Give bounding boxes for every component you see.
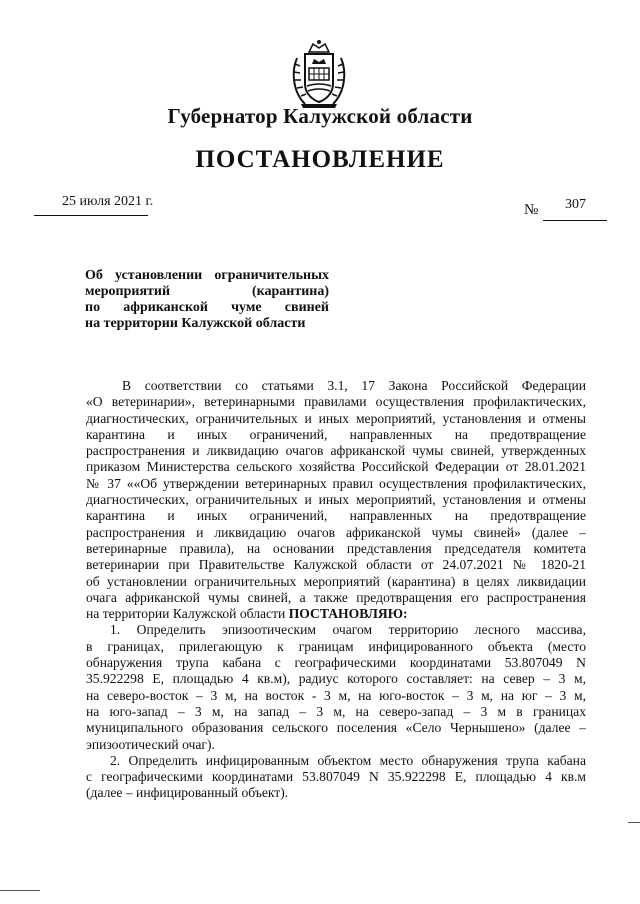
body-line: на юго-запад – 3 м, на запад – 3 м, на северо-запад – 3 м в границах [86,703,586,719]
body-line: об установлении ограничительных мероприятий (карантина) в целях ликвидации [86,573,586,589]
body-line: распространения и ликвидацию очагов африканской чумы свиней, утвержденных [86,443,586,459]
body-line: обнаружения трупа кабана с географическими координатами 53.807049 N [86,655,586,671]
body-line: 35.922298 E, площадью 4 кв.м), радиус которого составляет: на север – 3 м, [86,671,586,687]
body-line: (далее – инфицированный объект). [86,785,289,801]
body-line: эпизоотический очаг). [86,736,215,752]
issuing-authority: Губернатор Калужской области [167,104,473,128]
body-line: карантина и иных ограничений, направленных на предотвращение [86,426,586,442]
body-line: 1. Определить эпизоотическим очагом территорию лесного массива, [110,622,586,638]
body-line: № 37 ««Об утверждении ветеринарных правил осуществления профилактических, [86,475,586,491]
body-line: 2. Определить инфицированным объектом место обнаружения трупа кабана [110,752,586,768]
document-date: 25 июля 2021 г. [62,194,154,209]
number-label: № [524,202,539,218]
coat-of-arms-emblem [287,38,351,110]
body-line: на северо-восток – 3 м, на восток - 3 м, на юго-восток – 3 м, на юг – 3 м, [86,687,586,703]
body-line: с географическими координатами 53.807049 N 35.922298 E, площадью 4 кв.м [86,769,586,785]
document-body [86,378,586,802]
body-line: диагностических, ограничительных и иных мероприятий, установления и отмены [86,410,586,426]
body-line: очага африканской чумы свиней, а также предотвращения его распространения [86,589,586,605]
body-line: на территории Калужской области [86,606,286,622]
body-line: ветеринарные правила), на основании представления председателя комитета [86,540,586,556]
body-line: распространения и ликвидацию очагов африканской чумы свиней» (далее – [86,524,586,540]
decree-word: ПОСТАНОВЛЯЮ [288,606,404,622]
body-line: диагностических, ограничительных и иных мероприятий, установления и отмены [86,492,586,508]
decree-colon: : [403,606,408,622]
body-line: карантина и иных ограничений, направленных на предотвращение [86,508,586,524]
body-line: ветеринарии при Правительстве Калужской области от 24.07.2021 № 1820-21 [86,557,586,573]
date-underline [34,215,148,216]
body-line: муниципального образования сельского поселения «Село Чернышено» (далее – [86,720,586,736]
body-line: приказом Министерства сельского хозяйства Российской Федерации от 28.01.2021 [86,459,586,475]
subject-line: мероприятий (карантина) [85,284,329,299]
body-line-decree [86,606,586,622]
document-number: 307 [565,197,586,212]
body-line: В соответствии со статьями 3.1, 17 Закона Российской Федерации [122,378,586,393]
document-type-title: ПОСТАНОВЛЕНИЕ [195,146,445,173]
scan-edge-mark [0,890,40,891]
subject-line: на территории Калужской области [85,316,306,331]
body-line: «О ветеринарии», ветеринарными правилами осуществления профилактических, [86,394,586,410]
subject-line: Об установлении ограничительных [85,268,329,283]
subject-line: по африканской чуме свиней [85,300,329,315]
document-subject [85,268,329,332]
scan-edge-mark [628,822,640,823]
number-underline [543,220,607,221]
body-line: в границах, прилегающую к границам инфицированного объекта (место [86,638,586,654]
